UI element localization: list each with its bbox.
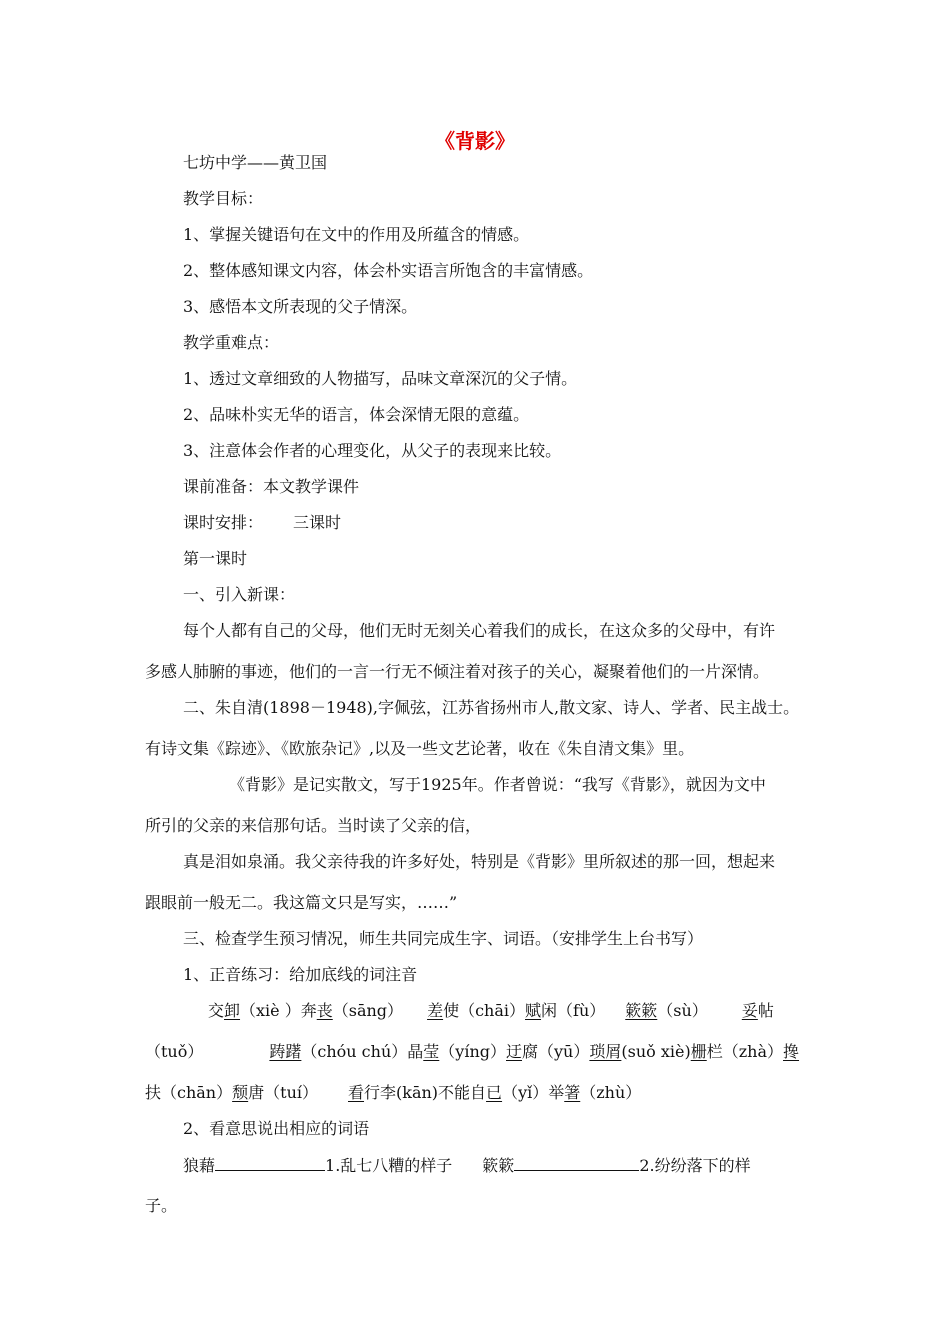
exercise2-heading: 2、看意思说出相应的词语 [183,1119,370,1138]
answer-blank[interactable] [514,1154,639,1171]
goal-item: 1、掌握关键语句在文中的作用及所蕴含的情感。 [183,225,530,244]
underlined-word: 琐屑 [589,1042,622,1061]
underlined-word: 搀 [783,1042,800,1061]
schedule-label: 课时安排： [183,513,264,532]
goals-heading: 教学目标： [183,189,264,208]
paragraph-line: 有诗文集《踪迹》、《欧旅杂记》,以及一些文艺论著，收在《朱自清文集》里。 [145,739,695,758]
underlined-word: 看 [348,1083,365,1102]
paragraph-line: 跟眼前一般无二。我这篇文只是写实，……” [145,893,458,912]
underlined-word: 丧 [316,1001,333,1020]
schedule-value: 三课时 [293,513,342,532]
exercise2-line-cont: 子。 [145,1196,178,1215]
goal-item: 2、整体感知课文内容，体会朴实语言所饱含的丰富情感。 [183,261,594,280]
definition: 1.乱七八糟的样子 [325,1156,453,1175]
underlined-word: 簌簌 [625,1001,658,1020]
underlined-word: 差 [427,1001,444,1020]
difficulties-heading: 教学重难点： [183,333,280,352]
paragraph-line: 《背影》是记实散文，写于1925年。作者曾说：“我写《背影》，就因为文中 [229,775,766,794]
word: 狼藉 [183,1156,216,1175]
underlined-word: 卸 [224,1001,241,1020]
underlined-word: 踌躇 [269,1042,302,1061]
paragraph-line: 二、朱自清(1898－1948),字佩弦，江苏省扬州市人,散文家、诗人、学者、民主战士。 [183,698,800,717]
preparation-line: 课前准备：本文教学课件 [183,477,360,496]
paragraph-line: 所引的父亲的来信那句话。当时读了父亲的信， [145,816,482,835]
paragraph-line: 每个人都有自己的父母，他们无时无刻关心着我们的成长，在这众多的父母中，有许 [183,621,776,640]
underlined-word: 颓 [232,1083,249,1102]
underlined-word: 赋 [525,1001,542,1020]
word: 簌簌 [482,1156,515,1175]
definition: 2.纷纷落下的样 [639,1156,751,1175]
underlined-word: 迂 [506,1042,523,1061]
underlined-word: 莹 [423,1042,440,1061]
difficulty-item: 1、透过文章细致的人物描写，品味文章深沉的父子情。 [183,369,578,388]
section3-heading: 三、检查学生预习情况，师生共同完成生字、词语。（安排学生上台书写） [183,929,704,948]
goal-item: 3、感悟本文所表现的父子情深。 [183,297,418,316]
section1-heading: 一、引入新课： [183,585,296,604]
exercise1-heading: 1、正音练习：给加底线的词注音 [183,965,418,984]
answer-blank[interactable] [215,1154,325,1171]
underlined-word: 已 [486,1083,503,1102]
difficulty-item: 3、注意体会作者的心理变化，从父子的表现来比较。 [183,441,562,460]
pinyin-line: 交卸（xiè ）奔丧（sāng） 差使（chāi）赋闲（fù） 簌簌（sù） 妥帖 [208,1001,774,1020]
author-line: 七坊中学——黄卫国 [183,153,328,172]
difficulty-item: 2、品味朴实无华的语言，体会深情无限的意蕴。 [183,405,530,424]
paragraph-line: 真是泪如泉涌。我父亲待我的许多好处，特别是《背影》里所叙述的那一回，想起来 [183,852,776,871]
lesson-label: 第一课时 [183,549,248,568]
pinyin-line: （tuǒ） 踌躇（chóu chú）晶莹（yíng）迂腐（yū）琐屑(suǒ xiè)栅栏（zhà）搀 [145,1042,800,1061]
exercise2-line [183,1154,751,1177]
pinyin-line: 扶（chān）颓唐（tuí） 看行李(kān)不能自已（yǐ）举箸（zhù） [145,1083,642,1102]
underlined-word: 栅 [690,1042,707,1061]
document-title: 《背影》 [435,129,515,153]
schedule-line [183,512,341,534]
paragraph-line: 多感人肺腑的事迹，他们的一言一行无不倾注着对孩子的关心，凝聚着他们的一片深情。 [145,662,770,681]
underlined-word: 妥 [741,1001,758,1020]
underlined-word: 箸 [564,1083,581,1102]
